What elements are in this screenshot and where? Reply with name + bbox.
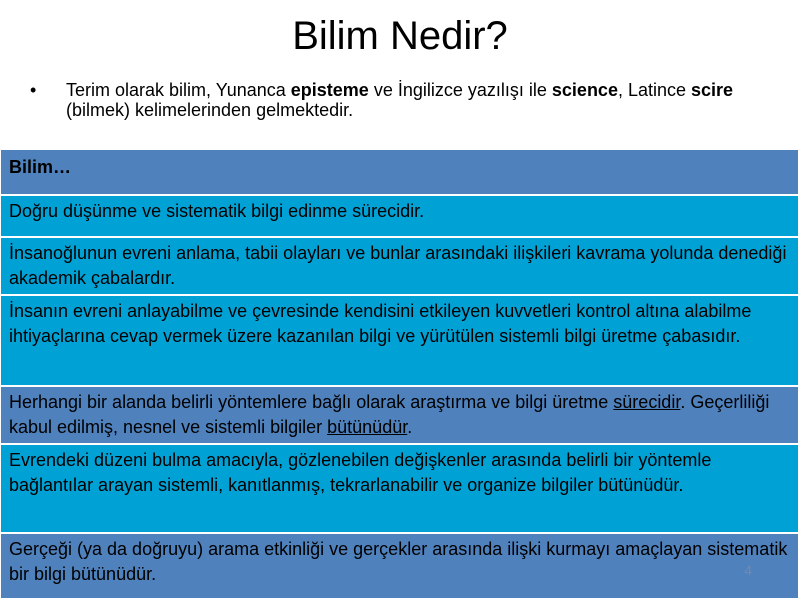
table-row: Gerçeği (ya da doğruyu) arama etkinliği ve gerçekler arasında ilişki kurmayı amaçlayan sistematik bir bilgi bütünüdür. — [1, 534, 798, 598]
table-row: İnsanın evreni anlayabilme ve çevresinde kendisini etkileyen kuvvetleri kontrol altına alabilme ihtiyaçlarına cevap vermek üzere kazanılan bilgi ve yürütülen sistemli bilgi üretme çabasıdır. — [1, 296, 798, 387]
table-row: İnsanoğlunun evreni anlama, tabii olayları ve bunlar arasındaki ilişkileri kavrama yolunda denediği akademik çabalardır. — [1, 238, 798, 296]
term-science: science — [551, 80, 618, 100]
bullet-icon: • — [30, 80, 37, 100]
term-episteme: episteme — [290, 80, 369, 100]
table-row: Doğru düşünme ve sistematik bilgi edinme sürecidir. — [1, 196, 798, 238]
page-number: 4 — [744, 562, 752, 578]
intro-bullet-point — [30, 80, 770, 120]
link-butunudur[interactable]: bütünüdür — [327, 417, 408, 437]
table-row: Herhangi bir alanda belirli yöntemlere bağlı olarak araştırma ve bilgi üretme sürecidir. Geçerliliği kabul edilmiş, nesnel ve sistemli bilgiler bütünüdür. — [1, 387, 798, 445]
table-row: Evrendeki düzeni bulma amacıyla, gözlenebilen değişkenler arasında belirli bir yöntemle bağlantılar arayan sistemli, kanıtlanmış, tekrarlanabilir ve organize bilgiler bütünüdür. — [1, 445, 798, 534]
link-surecidir[interactable]: sürecidir — [613, 392, 681, 412]
slide-title: Bilim Nedir? — [292, 14, 508, 58]
definitions-table — [1, 150, 798, 598]
table-header: Bilim… — [1, 150, 798, 196]
intro-text: Terim olarak bilim, Yunanca episteme ve İngilizce yazılışı ile science, Latince scire (bilmek) kelimelerinden gelmektedir. — [66, 80, 734, 120]
term-scire: scire — [691, 80, 734, 100]
